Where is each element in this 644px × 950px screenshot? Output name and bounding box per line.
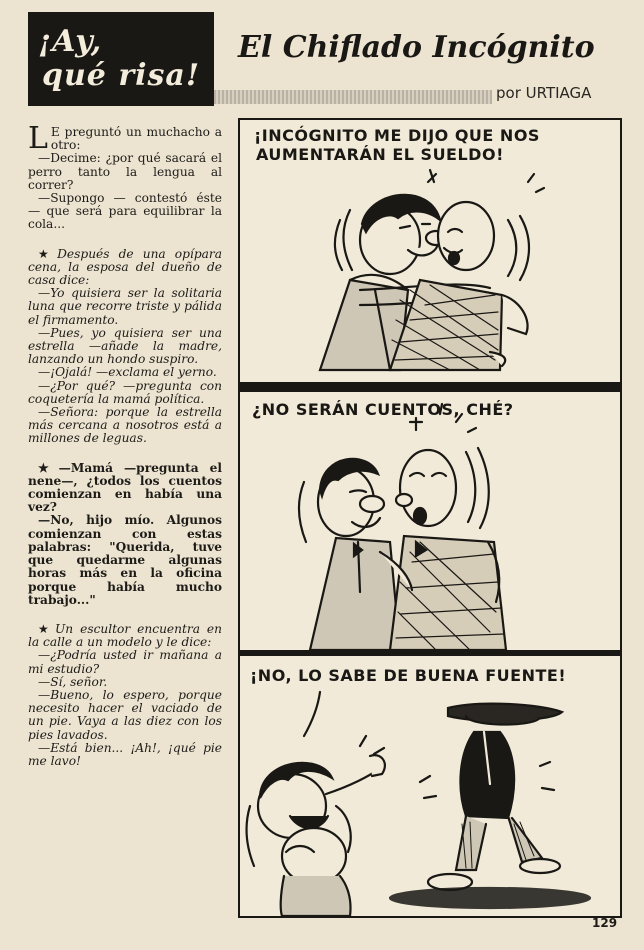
joke-line: —¿Por qué? —pregunta con coquetería la mamá política. <box>28 378 222 406</box>
panel-2-drawing <box>240 392 620 650</box>
joke-line: E preguntó un muchacho a otro: <box>50 125 222 153</box>
joke-line: —Yo quisiera ser la solitaria luna que recorre triste y pálida el firmamento. <box>28 286 222 327</box>
byline: por URTIAGA <box>496 84 592 102</box>
joke-line: —Bueno, lo espero, porque necesito hacer el vaciado de un pie. Vaya a las diez con los pies lavados. <box>28 687 222 742</box>
joke-line: —Pues, yo quisiera ser una estrella —añade la madre, lanzando un hondo suspiro. <box>28 325 222 367</box>
speech-line: ¡INCÓGNITO ME DIJO QUE NOS <box>254 126 540 145</box>
joke-1 <box>28 121 222 232</box>
joke-line: —Decime: ¿por qué sacará el perro tanto la lengua al correr? <box>28 151 222 192</box>
comic-strip <box>238 118 622 918</box>
joke-3 <box>28 462 222 607</box>
joke-line: —Mamá —pregunta el nene—, ¿todos los cuentos comienzan en había una vez? <box>28 460 222 515</box>
joke-2 <box>28 248 222 446</box>
joke-line: —Está bien... ¡Ah!, ¡qué pie me lavo! <box>28 740 222 768</box>
joke-line: —Sí, señor. <box>38 674 108 689</box>
star-icon: ★ <box>38 621 53 636</box>
title-rule <box>214 90 492 104</box>
jokes-column <box>28 121 222 784</box>
joke-line: —¡Ojalá! —exclama el yerno. <box>38 365 217 380</box>
panel-1-drawing <box>240 120 620 382</box>
panel-3-drawing <box>240 656 620 916</box>
drop-cap: L <box>28 121 48 156</box>
joke-line: Después de una opípara cena, la esposa del dueño de casa dice: <box>28 246 222 288</box>
section-header <box>28 12 214 106</box>
speech-text-2: ¿NO SERÁN CUENTOS, CHÉ? <box>252 400 514 419</box>
star-icon: ★ <box>38 460 56 475</box>
speech-text-3: ¡NO, LO SABE DE BUENA FUENTE! <box>250 666 567 685</box>
comic-panel-1 <box>240 120 620 382</box>
star-icon: ★ <box>38 246 55 261</box>
joke-line: —¿Podría usted ir mañana a mi estudio? <box>28 648 222 676</box>
strip-title: El Chiflado Incógnito <box>238 30 595 65</box>
joke-4 <box>28 623 222 768</box>
joke-line: —Supongo — contestó éste — que será para equilibrar la cola... <box>28 191 222 232</box>
joke-line: —No, hijo mío. Algunos comienzan con estas palabras: "Querida, tuve que quedarme algunas horas más en la oficina porque había mucho trabajo..." <box>28 513 222 607</box>
joke-line: Un escultor encuentra en la calle a un modelo y le dice: <box>28 621 222 650</box>
joke-line: —Señora: porque la estrella más cercana a nosotros está a millones de leguas. <box>28 405 222 446</box>
comic-panel-3 <box>240 656 620 916</box>
speech-line: AUMENTARÁN EL SUELDO! <box>256 145 504 164</box>
panel-divider <box>240 382 620 392</box>
comic-panel-2 <box>240 392 620 650</box>
section-title-line1: ¡Ay, <box>38 24 103 59</box>
section-title-line2: qué risa! <box>42 58 201 93</box>
page-number: 129 <box>592 916 618 930</box>
